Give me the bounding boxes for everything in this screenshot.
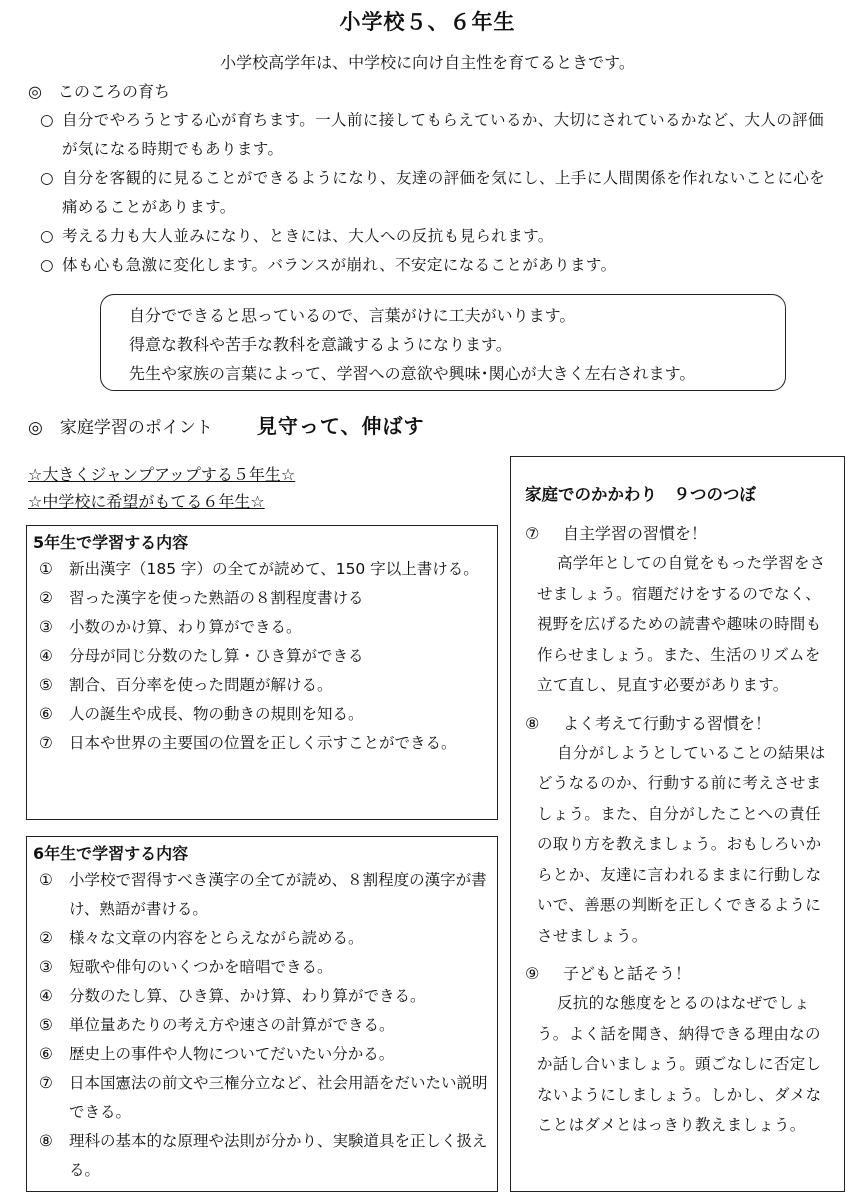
note-line: 自分でできると思っているので、言葉がけに工夫がいります。	[129, 306, 576, 325]
list-item: ④ 分数のたし算、ひき算、かけ算、わり算ができる。	[39, 987, 426, 1005]
growth-list	[40, 106, 830, 280]
growth-item: ○ 考える力も大人並みになり、ときには、大人への反抗も見られます。	[40, 222, 830, 251]
list-item: ④ 分母が同じ分数のたし算・ひき算ができる	[39, 647, 364, 665]
list-item: ⑦ 日本や世界の主要国の位置を正しく示すことができる。	[39, 734, 457, 752]
growth-item: ○ 自分を客観的に見ることができるようになり、友達の評価を気にし、上手に人間関係を作れないことに心を痛めることがあります。	[40, 164, 830, 222]
points-heading	[28, 410, 424, 439]
growth-item: ○ 自分でやろうとする心が育ちます。一人前に接してもらえているか、大切にされているかなど、大人の評価が気になる時期でもあります。	[40, 106, 830, 164]
bullet-icon: ○	[40, 256, 54, 274]
list-item: ③ 短歌や俳句のいくつかを暗唱できる。	[39, 958, 333, 976]
home-tips-box	[510, 456, 845, 1192]
bullet-icon: ○	[40, 169, 54, 187]
tip-heading: ⑨ 子どもと話そう！	[525, 964, 692, 983]
growth-heading: ◎ このころの育ち	[28, 82, 170, 101]
list-item: ⑥ 人の誕生や成長、物の動きの規則を知る。	[39, 705, 364, 723]
grade6-title: 6年生で学習する内容	[33, 844, 189, 863]
home-tips-title: 家庭でのかかわり ９つのつぼ	[525, 485, 756, 504]
list-item: ⑥ 歴史上の事件や人物についてだいたい分かる。	[39, 1045, 395, 1063]
page-subtitle: 小学校高学年は、中学校に向け自主性を育てるときです。	[220, 53, 635, 72]
jump-line-6: ☆中学校に希望がもてる６年生☆	[28, 492, 265, 511]
bullet-icon: ○	[40, 227, 54, 245]
bullet-icon: ○	[40, 111, 54, 129]
tip-heading: ⑧ よく考えて行動する習慣を！	[525, 713, 772, 733]
points-heading-label: ◎ 家庭学習のポイント	[28, 418, 213, 438]
list-item: ② 習った漢字を使った熟語の８割程度書ける	[39, 589, 364, 607]
note-line: 先生や家族の言葉によって、学習への意欲や興味･関心が大きく左右されます。	[129, 364, 696, 383]
tip-body: 反抗的な態度をとるのはなぜでしょう。よく話を聞き、納得できる理由なのか話し合いましょう。頭ごなしに否定しないようにしましょう。しかし、ダメなことはダメとはっきり教えましょう。	[537, 994, 822, 1134]
note-box	[100, 294, 786, 391]
page-title: 小学校５、６年生	[339, 10, 516, 34]
growth-item: ○ 体も心も急激に変化します。バランスが崩れ、不安定になることがあります。	[40, 251, 830, 280]
list-item: ③ 小数のかけ算、わり算ができる。	[39, 618, 302, 636]
points-emphasis: 見守って、伸ばす	[256, 414, 425, 438]
grade5-title: 5年生で学習する内容	[33, 533, 189, 552]
list-item: ① 小学校で習得すべき漢字の全てが読め、８割程度の漢字が書け、熟語が書ける。	[39, 871, 487, 918]
list-item: ⑤ 単位量あたりの考え方や速さの計算ができる。	[39, 1016, 395, 1034]
grade6-box	[26, 836, 498, 1192]
grade5-box	[26, 525, 498, 820]
list-item: ⑤ 割合、百分率を使った問題が解ける。	[39, 676, 333, 694]
tip-body: 自分がしようとしていることの結果はどうなるのか、行動する前に考えさせましょう。また、自分がしたことへの責任の取り方を教えましょう。おもしろいからとか、友達に言われるままに行動しないで、善悪の判断を正しくできるようにさせましょう。	[537, 743, 826, 945]
tip-body: 高学年としての自覚をもった学習をさせましょう。宿題だけをするのでなく、視野を広げるための読書や趣味の時間も作らせましょう。また、生活のリズムを立て直し、見直す必要があります。	[537, 554, 826, 694]
list-item: ⑧ 理科の基本的な原理や法則が分かり、実験道具を正しく扱える。	[39, 1132, 488, 1179]
tip-heading: ⑦ 自主学習の習慣を！	[525, 524, 708, 543]
note-line: 得意な教科や苦手な教科を意識するようになります。	[129, 335, 512, 354]
list-item: ① 新出漢字（185 字）の全てが読めて、150 字以上書ける。	[39, 560, 479, 578]
list-item: ② 様々な文章の内容をとらえながら読める。	[39, 929, 364, 947]
jump-line-5: ☆大きくジャンプアップする５年生☆	[28, 465, 296, 484]
list-item: ⑦ 日本国憲法の前文や三権分立など、社会用語をだいたい説明できる。	[39, 1074, 488, 1121]
